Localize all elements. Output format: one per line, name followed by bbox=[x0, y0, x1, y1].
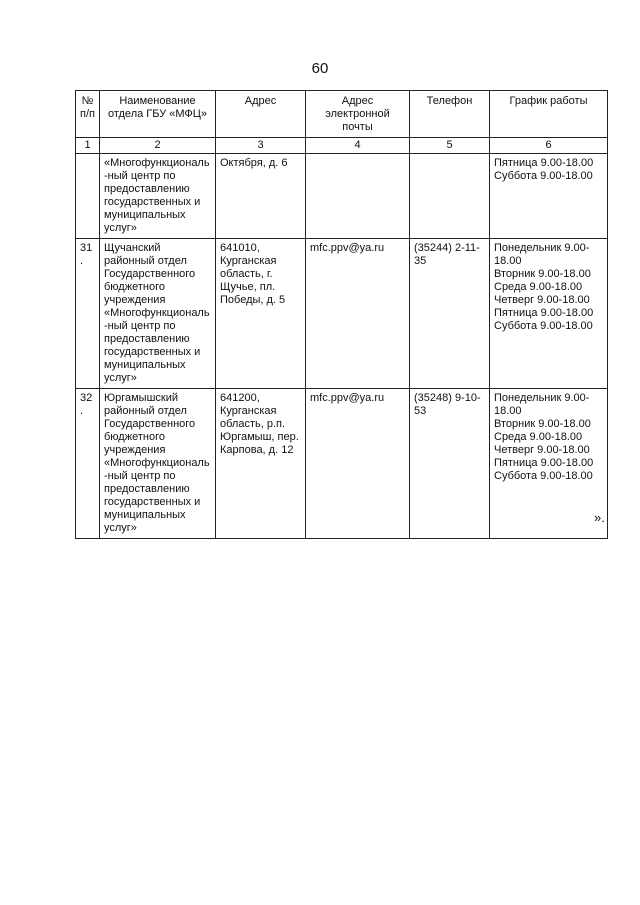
department-address: Октября, д. 6 bbox=[216, 154, 306, 239]
table-header-row bbox=[76, 91, 608, 138]
schedule-line: Среда 9.00-18.00 bbox=[494, 281, 583, 293]
schedule-line: Среда 9.00-18.00 bbox=[494, 431, 583, 443]
schedule-line: Понедельник 9.00-18.00 bbox=[494, 242, 590, 267]
column-number: 4 bbox=[306, 138, 410, 154]
department-schedule bbox=[490, 154, 608, 239]
column-number: 5 bbox=[410, 138, 490, 154]
header-number: № п/п bbox=[76, 91, 100, 138]
column-number: 6 bbox=[490, 138, 608, 154]
header-department-name: Наименование отдела ГБУ «МФЦ» bbox=[100, 91, 216, 138]
schedule-line: Суббота 9.00-18.00 bbox=[494, 470, 593, 482]
schedule-line: Понедельник 9.00-18.00 bbox=[494, 392, 590, 417]
mfc-offices-table bbox=[75, 90, 608, 539]
column-number: 2 bbox=[100, 138, 216, 154]
department-name: Юргамышский районный отдел Государственного бюджетного учреждения «Многофункциональ-ный центр по предоставлению государственных и муниципальных услуг» bbox=[100, 389, 216, 539]
department-email: mfc.ppv@ya.ru bbox=[306, 239, 410, 389]
schedule-line: Вторник 9.00-18.00 bbox=[494, 268, 591, 280]
row-number bbox=[76, 154, 100, 239]
header-address: Адрес bbox=[216, 91, 306, 138]
department-phone bbox=[410, 154, 490, 239]
header-email: Адрес электронной почты bbox=[306, 91, 410, 138]
schedule-line: Суббота 9.00-18.00 bbox=[494, 170, 593, 182]
department-email: mfc.ppv@ya.ru bbox=[306, 389, 410, 539]
table-row bbox=[76, 389, 608, 539]
department-address: 641200, Курганская область, р.п. Юргамыш, пер. Карпова, д. 12 bbox=[216, 389, 306, 539]
department-email bbox=[306, 154, 410, 239]
department-schedule bbox=[490, 239, 608, 389]
department-name: Щучанский районный отдел Государственного бюджетного учреждения «Многофункциональ-ный центр по предоставлению государственных и муниципальных услуг» bbox=[100, 239, 216, 389]
page-number: 60 bbox=[311, 60, 329, 77]
schedule-line: Пятница 9.00-18.00 bbox=[494, 157, 594, 169]
schedule-line: Пятница 9.00-18.00 bbox=[494, 307, 594, 319]
schedule-line: Вторник 9.00-18.00 bbox=[494, 418, 591, 430]
column-number: 1 bbox=[76, 138, 100, 154]
header-phone: Телефон bbox=[410, 91, 490, 138]
row-number: 31. bbox=[76, 239, 100, 389]
schedule-line: Пятница 9.00-18.00 bbox=[494, 457, 594, 469]
table-row bbox=[76, 154, 608, 239]
department-phone: (35244) 2-11-35 bbox=[410, 239, 490, 389]
department-address: 641010, Курганская область, г. Щучье, пл. Победы, д. 5 bbox=[216, 239, 306, 389]
schedule-line: Суббота 9.00-18.00 bbox=[494, 320, 593, 332]
department-name: «Многофункциональ-ный центр по предоставлению государственных и муниципальных услуг» bbox=[100, 154, 216, 239]
header-schedule: График работы bbox=[490, 91, 608, 138]
schedule-line: Четверг 9.00-18.00 bbox=[494, 444, 590, 456]
column-number: 3 bbox=[216, 138, 306, 154]
schedule-line: Четверг 9.00-18.00 bbox=[494, 294, 590, 306]
department-phone: (35248) 9-10-53 bbox=[410, 389, 490, 539]
column-numbers-row bbox=[76, 138, 608, 154]
row-number: 32. bbox=[76, 389, 100, 539]
closing-quote: ». bbox=[594, 510, 605, 525]
department-schedule bbox=[490, 389, 608, 539]
table-row bbox=[76, 239, 608, 389]
